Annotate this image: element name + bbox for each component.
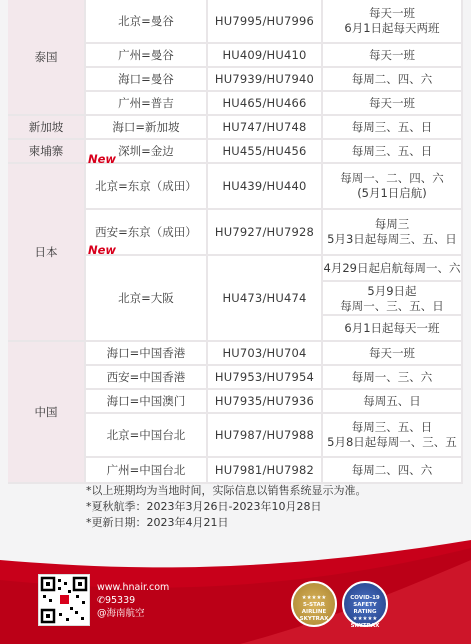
frequency-cell: 每周三、五、日 bbox=[323, 140, 463, 164]
note-line: *以上班期均为当地时间，实际信息以销售系统显示为准。 bbox=[86, 484, 367, 497]
footnotes bbox=[86, 483, 446, 531]
weibo-line bbox=[97, 607, 169, 620]
route-cell: 海口=曼谷 bbox=[86, 68, 208, 92]
flight-cell: HU747/HU748 bbox=[208, 116, 323, 140]
schedule-table bbox=[8, 0, 463, 484]
route-cell: 北京=东京（成田） bbox=[86, 164, 208, 210]
table-row bbox=[8, 164, 463, 210]
table-row bbox=[8, 0, 463, 44]
covid-safety-rating-badge bbox=[342, 581, 388, 627]
route-cell: 西安=东京（成田） bbox=[86, 210, 208, 256]
frequency-line-b: 每周一、三、五、日 bbox=[340, 299, 444, 313]
flight-cell: HU7981/HU7982 bbox=[208, 458, 323, 484]
flight-cell: HU409/HU410 bbox=[208, 44, 323, 68]
frequency-cell bbox=[323, 0, 463, 44]
table-row bbox=[8, 116, 463, 140]
phone-icon: ✆ bbox=[97, 595, 105, 606]
frequency-cell: 每周五、日 bbox=[323, 390, 463, 414]
badge-text: SAFETY RATING bbox=[353, 602, 377, 615]
frequency-line: 5月3日起每周三、五、日 bbox=[327, 232, 457, 246]
frequency-line bbox=[323, 282, 461, 316]
frequency-cell: 每周二、四、六 bbox=[323, 68, 463, 92]
frequency-line: 5月8日起每周一、三、五 bbox=[327, 435, 457, 449]
route-cell: 海口=新加坡 bbox=[86, 116, 208, 140]
badge-text: SKYTRAX bbox=[350, 623, 380, 629]
route-cell: 海口=中国澳门 bbox=[86, 390, 208, 414]
frequency-cell bbox=[323, 256, 463, 342]
flight-cell: HU7927/HU7928 bbox=[208, 210, 323, 256]
badge-stars: ★★★★★ bbox=[352, 616, 378, 622]
country-cell: 新加坡 bbox=[8, 116, 86, 140]
flight-cell: HU7987/HU7988 bbox=[208, 414, 323, 458]
frequency-cell: 每天一班 bbox=[323, 92, 463, 116]
frequency-cell: 每天一班 bbox=[323, 342, 463, 366]
website-link[interactable]: www.hnair.com bbox=[97, 582, 170, 593]
note-line: *更新日期：2023年4月21日 bbox=[86, 516, 229, 529]
table-row bbox=[8, 342, 463, 366]
frequency-line: 4月29日起启航每周一、六 bbox=[323, 256, 461, 282]
frequency-line: (5月1日启航) bbox=[357, 186, 427, 200]
route-cell: 北京=中国台北 bbox=[86, 414, 208, 458]
flight-cell: HU7935/HU7936 bbox=[208, 390, 323, 414]
frequency-cell bbox=[323, 210, 463, 256]
frequency-line: 每周三、五、日 bbox=[351, 420, 433, 434]
frequency-cell: 每天一班 bbox=[323, 44, 463, 68]
country-cell: 中国 bbox=[8, 342, 86, 484]
frequency-line: 每周一、二、四、六 bbox=[340, 171, 444, 185]
phone-number: 95339 bbox=[104, 595, 136, 606]
flight-cell: HU7953/HU7954 bbox=[208, 366, 323, 390]
route-cell: 西安=中国香港 bbox=[86, 366, 208, 390]
frequency-cell: 每周三、五、日 bbox=[323, 116, 463, 140]
frequency-cell: 每周二、四、六 bbox=[323, 458, 463, 484]
frequency-line-a: 5月9日起 bbox=[367, 284, 417, 298]
badge-text: SKYTRAX bbox=[299, 616, 329, 622]
weibo-handle: @海南航空 bbox=[97, 608, 145, 619]
note-line: *夏秋航季：2023年3月26日-2023年10月28日 bbox=[86, 500, 322, 513]
route-cell: 北京=大阪 bbox=[86, 256, 208, 342]
flight-cell: HU7995/HU7996 bbox=[208, 0, 323, 44]
frequency-cell bbox=[323, 414, 463, 458]
frequency-cell bbox=[323, 164, 463, 210]
route-cell: 广州=普吉 bbox=[86, 92, 208, 116]
frequency-line: 每天一班 bbox=[369, 6, 415, 20]
flight-cell: HU455/HU456 bbox=[208, 140, 323, 164]
flight-cell: HU703/HU704 bbox=[208, 342, 323, 366]
badge-text: COVID-19 bbox=[350, 595, 380, 601]
new-badge: New bbox=[88, 152, 117, 166]
route-cell: 海口=中国香港 bbox=[86, 342, 208, 366]
frequency-line: 6月1日起每天一班 bbox=[344, 321, 440, 335]
route-cell: 北京=曼谷 bbox=[86, 0, 208, 44]
qr-code[interactable] bbox=[38, 574, 90, 626]
frequency-cell: 每周一、三、六 bbox=[323, 366, 463, 390]
route-cell: 广州=曼谷 bbox=[86, 44, 208, 68]
frequency-line: 每周三 bbox=[374, 217, 410, 231]
country-cell: 泰国 bbox=[8, 0, 86, 116]
flight-cell: HU465/HU466 bbox=[208, 92, 323, 116]
five-star-airline-badge bbox=[291, 581, 337, 627]
new-badge: New bbox=[88, 243, 117, 257]
badge-text: 5-STAR AIRLINE bbox=[301, 602, 327, 615]
badge-stars: ★★★★★ bbox=[301, 595, 327, 601]
table-row bbox=[8, 140, 463, 164]
flight-cell: HU7939/HU7940 bbox=[208, 68, 323, 92]
flight-cell: HU473/HU474 bbox=[208, 256, 323, 342]
country-cell: 柬埔寨 bbox=[8, 140, 86, 164]
frequency-line: 6月1日起每天两班 bbox=[344, 21, 440, 35]
contact-info bbox=[97, 581, 169, 620]
phone-line bbox=[97, 594, 169, 607]
route-cell: 深圳=金边 bbox=[86, 140, 208, 164]
flight-cell: HU439/HU440 bbox=[208, 164, 323, 210]
country-cell: 日本 bbox=[8, 164, 86, 342]
route-cell: 广州=中国台北 bbox=[86, 458, 208, 484]
